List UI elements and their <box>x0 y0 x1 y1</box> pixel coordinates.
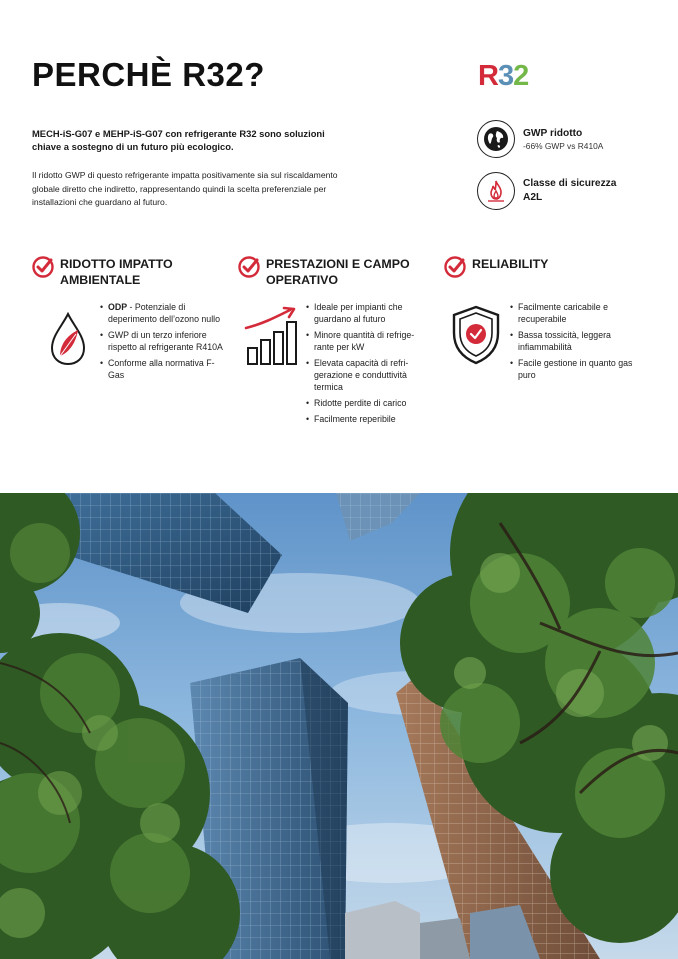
shield-check-icon <box>450 305 502 370</box>
globe-icon <box>477 120 515 158</box>
leaf-drop-icon <box>48 312 88 371</box>
list-item: • Bassa tossicità, leggera infiammabilità <box>510 329 650 353</box>
list-item: • Ideale per impianti che guardano al futuro <box>306 301 424 325</box>
column-reliability-list <box>510 301 650 385</box>
check-circle-icon <box>238 256 260 278</box>
gwp-badge <box>477 120 603 158</box>
r32-logo <box>478 60 528 93</box>
list-item: • GWP di un terzo inferiore rispetto al refrigerante R410A <box>100 329 230 353</box>
column-environment-list <box>100 301 230 385</box>
logo-digit-2: 2 <box>513 60 529 92</box>
flame-icon <box>477 172 515 210</box>
gwp-badge-title: GWP ridotto <box>523 127 583 139</box>
safety-badge <box>477 172 623 210</box>
column-reliability <box>444 256 654 278</box>
page-title: PERCHÈ R32? <box>32 56 265 93</box>
intro-body: Il ridotto GWP di questo refrigerante impatta positivamente sia sul riscaldamento globale diretto che indiretto, rappresentando quindi la scelta preferenziale per installazioni che guardano al futuro. <box>32 170 338 207</box>
list-item: • Ridotte perdite di carico <box>306 397 424 409</box>
check-circle-icon <box>32 256 54 278</box>
column-performance-heading: PRESTAZIONI E CAMPO OPERATIVO <box>266 257 410 287</box>
column-environment-heading: RIDOTTO IMPATTO AMBIENTALE <box>60 257 173 287</box>
safety-badge-title: Classe di sicurezza A2L <box>523 178 617 203</box>
logo-digit-3: 3 <box>497 60 514 92</box>
column-performance <box>238 256 448 288</box>
column-reliability-heading: RELIABILITY <box>472 257 549 271</box>
check-circle-icon <box>444 256 466 278</box>
gwp-badge-sub: -66% GWP vs R410A <box>523 140 604 151</box>
list-item: • Conforme alla normativa F-Gas <box>100 357 230 381</box>
bar-growth-icon <box>244 306 302 371</box>
list-item: • Facilmente caricabile e recuperabile <box>510 301 650 325</box>
logo-letter-r: R <box>478 60 498 92</box>
intro-lead: MECH-iS-G07 e MEHP-iS-G07 con refrigerante R32 sono soluzioni chiave a sostegno di un futuro più ecologico. <box>32 128 325 152</box>
column-performance-list <box>306 301 424 429</box>
list-item: • ODP - Potenziale di deperimento dell’ozono nullo <box>100 301 230 325</box>
list-item: • Facilmente reperibile <box>306 413 424 425</box>
column-environment <box>32 256 232 288</box>
list-item: • Minore quantità di refrige-rante per kW <box>306 329 424 353</box>
list-item: • Facile gestione in quanto gas puro <box>510 357 650 381</box>
list-item: • Elevata capacità di refri-gerazione e conduttività termica <box>306 357 424 393</box>
skyscrapers-photo <box>0 493 678 959</box>
